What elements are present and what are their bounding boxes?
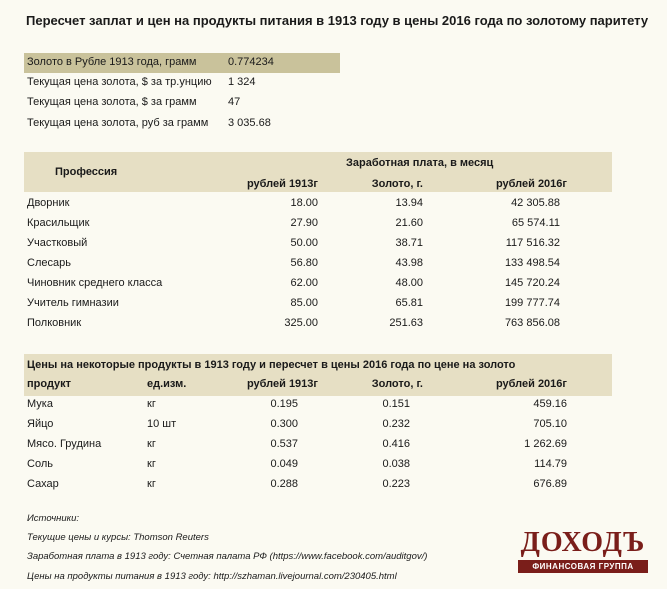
source-line: Цены на продукты питания в 1913 году: http://szhaman.livejournal.com/230405.html: [27, 571, 397, 582]
products-col-1913: рублей 1913г: [246, 378, 318, 390]
gold-param-label: Текущая цена золота, $ за грамм: [27, 96, 197, 108]
salary-1913-value: 18.00: [290, 197, 318, 209]
brand-logo: [514, 527, 652, 575]
salary-col-gold: Золото, г.: [371, 178, 423, 190]
product-unit: кг: [147, 478, 156, 490]
salary-gold-value: 48.00: [395, 277, 423, 289]
product-unit: кг: [147, 438, 156, 450]
salary-2016-value: 133 498.54: [504, 257, 560, 269]
product-gold-value: 0.038: [382, 458, 410, 470]
products-col-product: продукт: [27, 378, 72, 390]
product-name: Сахар: [27, 478, 59, 490]
salary-col-2016: рублей 2016г: [495, 178, 567, 190]
product-unit: 10 шт: [147, 418, 177, 430]
salary-1913-value: 27.90: [290, 217, 318, 229]
salary-2016-value: 763 856.08: [504, 317, 560, 329]
gold-param-row: [24, 53, 340, 73]
products-col-gold: Золото, г.: [371, 378, 423, 390]
salary-gold-value: 13.94: [395, 197, 423, 209]
salary-2016-value: 145 720.24: [504, 277, 560, 289]
salary-gold-value: 21.60: [395, 217, 423, 229]
salary-gold-value: 251.63: [389, 317, 423, 329]
profession-name: Чиновник среднего класса: [27, 277, 163, 289]
salary-2016-value: 65 574.11: [511, 217, 560, 229]
gold-param-value: 3 035.68: [228, 117, 271, 129]
source-line: Заработная плата в 1913 году: Счетная палата РФ (https://www.facebook.com/auditgov/): [27, 551, 428, 562]
products-col-2016: рублей 2016г: [495, 378, 567, 390]
product-gold-value: 0.223: [382, 478, 410, 490]
product-name: Мясо. Грудина: [27, 438, 102, 450]
profession-name: Дворник: [27, 197, 70, 209]
salary-1913-value: 56.80: [290, 257, 318, 269]
salary-1913-value: 85.00: [290, 297, 318, 309]
product-name: Яйцо: [27, 418, 54, 430]
products-section-title: Цены на некоторые продукты в 1913 году и пересчет в цены 2016 года по цене на золото: [27, 359, 516, 371]
gold-param-label: Золото в Рубле 1913 года, грамм: [27, 56, 197, 68]
gold-param-value: 1 324: [228, 76, 256, 88]
product-1913-price: 0.300: [270, 418, 298, 430]
salary-2016-value: 42 305.88: [511, 197, 560, 209]
salary-2016-value: 117 516.32: [505, 237, 560, 249]
gold-param-label: Текущая цена золота, $ за тр.унцию: [27, 76, 212, 88]
product-1913-price: 0.049: [270, 458, 298, 470]
product-gold-value: 0.416: [382, 438, 410, 450]
product-2016-price: 1 262.69: [524, 438, 567, 450]
profession-name: Учитель гимназии: [27, 297, 119, 309]
product-2016-price: 459.16: [533, 398, 567, 410]
salary-1913-value: 62.00: [290, 277, 318, 289]
source-line: Текущие цены и курсы: Thomson Reuters: [27, 532, 209, 543]
salary-col-profession: Профессия: [55, 166, 118, 178]
product-1913-price: 0.537: [270, 438, 298, 450]
gold-param-value: 0.774234: [228, 56, 274, 68]
product-2016-price: 114.79: [534, 458, 567, 470]
logo-wordmark: ДОХОДЪ: [520, 527, 646, 558]
products-col-unit: ед.изм.: [147, 378, 187, 390]
product-name: Соль: [27, 458, 53, 470]
product-gold-value: 0.151: [382, 398, 410, 410]
profession-name: Красильщик: [27, 217, 90, 229]
salary-2016-value: 199 777.74: [504, 297, 560, 309]
product-1913-price: 0.288: [270, 478, 298, 490]
product-1913-price: 0.195: [270, 398, 298, 410]
product-gold-value: 0.232: [382, 418, 410, 430]
gold-param-label: Текущая цена золота, руб за грамм: [27, 117, 209, 129]
product-name: Мука: [27, 398, 53, 410]
salary-gold-value: 43.98: [395, 257, 423, 269]
salary-1913-value: 50.00: [290, 237, 318, 249]
profession-name: Полковник: [27, 317, 82, 329]
product-unit: кг: [147, 458, 156, 470]
salary-gold-value: 38.71: [395, 237, 423, 249]
gold-param-row: [24, 114, 340, 134]
sources-heading: Источники:: [27, 513, 80, 524]
salary-col-1913: рублей 1913г: [246, 178, 318, 190]
product-2016-price: 705.10: [533, 418, 567, 430]
gold-param-row: [24, 73, 340, 93]
profession-name: Слесарь: [27, 257, 71, 269]
salary-gold-value: 65.81: [395, 297, 423, 309]
salary-1913-value: 325.00: [284, 317, 318, 329]
product-2016-price: 676.89: [533, 478, 567, 490]
page-title: Пересчет заплат и цен на продукты питания в 1913 году в цены 2016 года по золотому паритету: [26, 13, 649, 28]
product-unit: кг: [147, 398, 156, 410]
salary-group-header: Заработная плата, в месяц: [346, 157, 494, 169]
gold-param-row: [24, 93, 340, 113]
gold-param-value: 47: [228, 96, 241, 108]
profession-name: Участковый: [27, 237, 88, 249]
logo-subtitle: ФИНАНСОВАЯ ГРУППА: [518, 560, 648, 573]
